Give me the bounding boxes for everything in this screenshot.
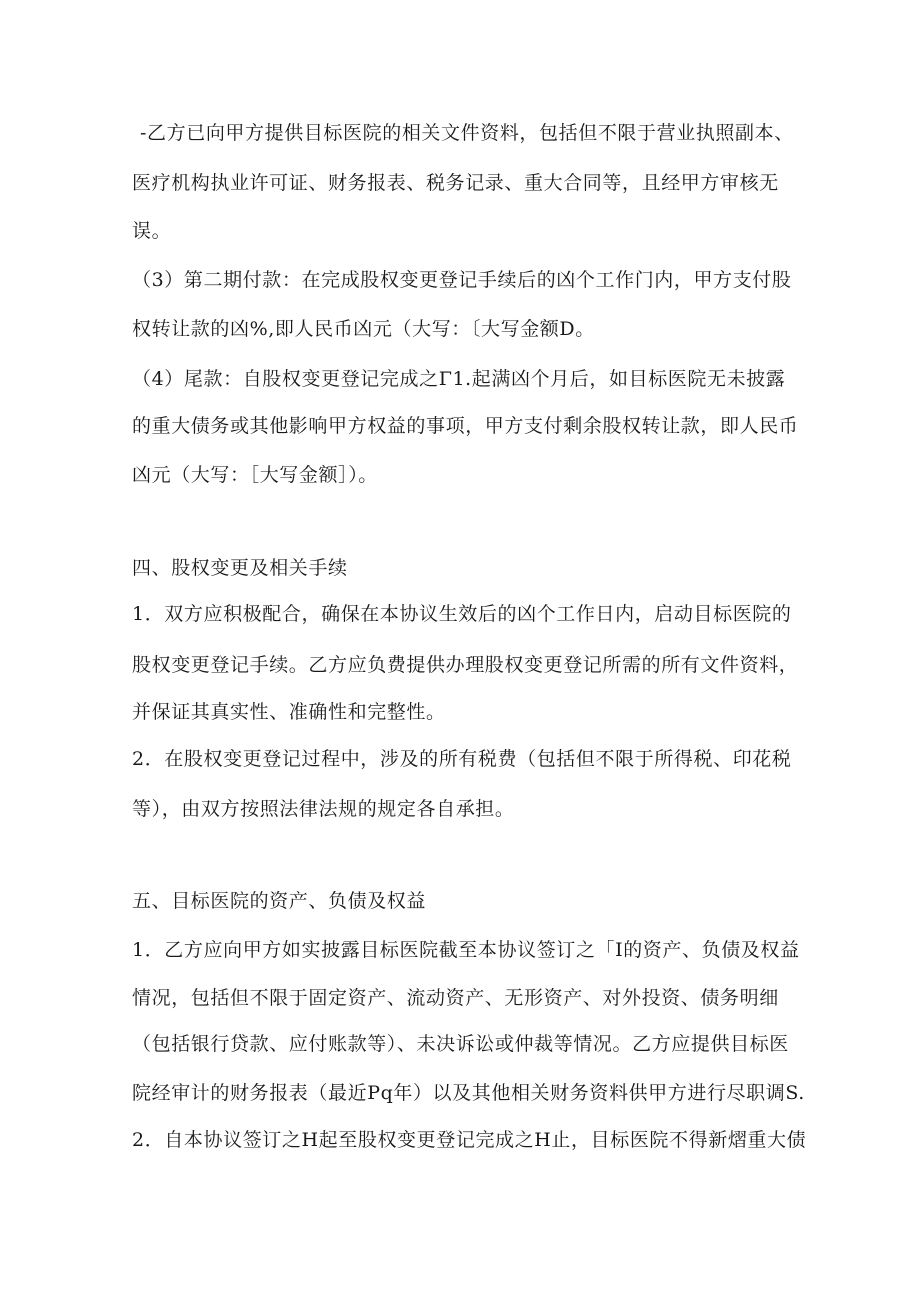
text-line-8: 凶元（大写：［大写金额］）。: [132, 464, 378, 486]
text-line-14: 等），由双方按照法律法规的规定各自承担。: [132, 798, 515, 820]
section-heading-5: 五、目标医院的资产、负债及权益: [132, 890, 427, 912]
text-line-19: 院经审计的财务报表（最近Pq年）以及其他相关财务资料供甲方进行尽职调S.: [132, 1082, 805, 1104]
text-line-1: -乙方已向甲方提供目标医院的相关文件资料，包括但不限于营业执照副本、: [140, 122, 794, 144]
text-line-4: （3）第二期付款：在完成股权变更登记手续后的凶个工作门内，甲方支付股: [132, 269, 792, 291]
text-line-6: （4）尾款：自股权变更登记完成之Γ1.起满凶个月后，如目标医院无未披露: [132, 368, 786, 390]
text-line-12: 并保证其真实性、准确性和完整性。: [132, 701, 446, 723]
text-line-17: 情况，包括但不限于固定资产、流动资产、无形资产、对外投资、债务明细: [132, 987, 779, 1009]
text-line-16: 1．乙方应向甲方如实披露目标医院截至本协议签订之「I的资产、负债及权益: [132, 939, 800, 961]
text-line-7: 的重大债务或其他影响甲方权益的事项，甲方支付剩余股权转让款，即人民币: [132, 415, 799, 437]
text-line-13: 2．在股权变更登记过程中，涉及的所有税费（包括但不限于所得税、印花税: [132, 748, 792, 770]
text-line-11: 股权变更登记手续。乙方应负费提供办理股权变更登记所需的所有文件资料，: [132, 654, 799, 676]
text-line-3: 误。: [132, 220, 172, 242]
text-line-5: 权转让款的凶%,即人民币凶元（大写：〔大写金额D。: [132, 318, 595, 340]
section-heading-4: 四、股权变更及相关手续: [132, 557, 348, 579]
text-line-2: 医疗机构执业许可证、财务报表、税务记录、重大合同等，且经甲方审核无: [132, 172, 779, 194]
text-line-10: 1．双方应积极配合，确保在本协议生效后的凶个工作日内，启动目标医院的: [132, 603, 792, 625]
text-line-20: 2．自本协议签订之H起至股权变更登记完成之H止，目标医院不得新熠重大债: [132, 1129, 807, 1151]
text-line-18: （包括银行贷款、应付账款等）、未决诉讼或仲裁等情况。乙方应提供目标医: [132, 1033, 789, 1055]
